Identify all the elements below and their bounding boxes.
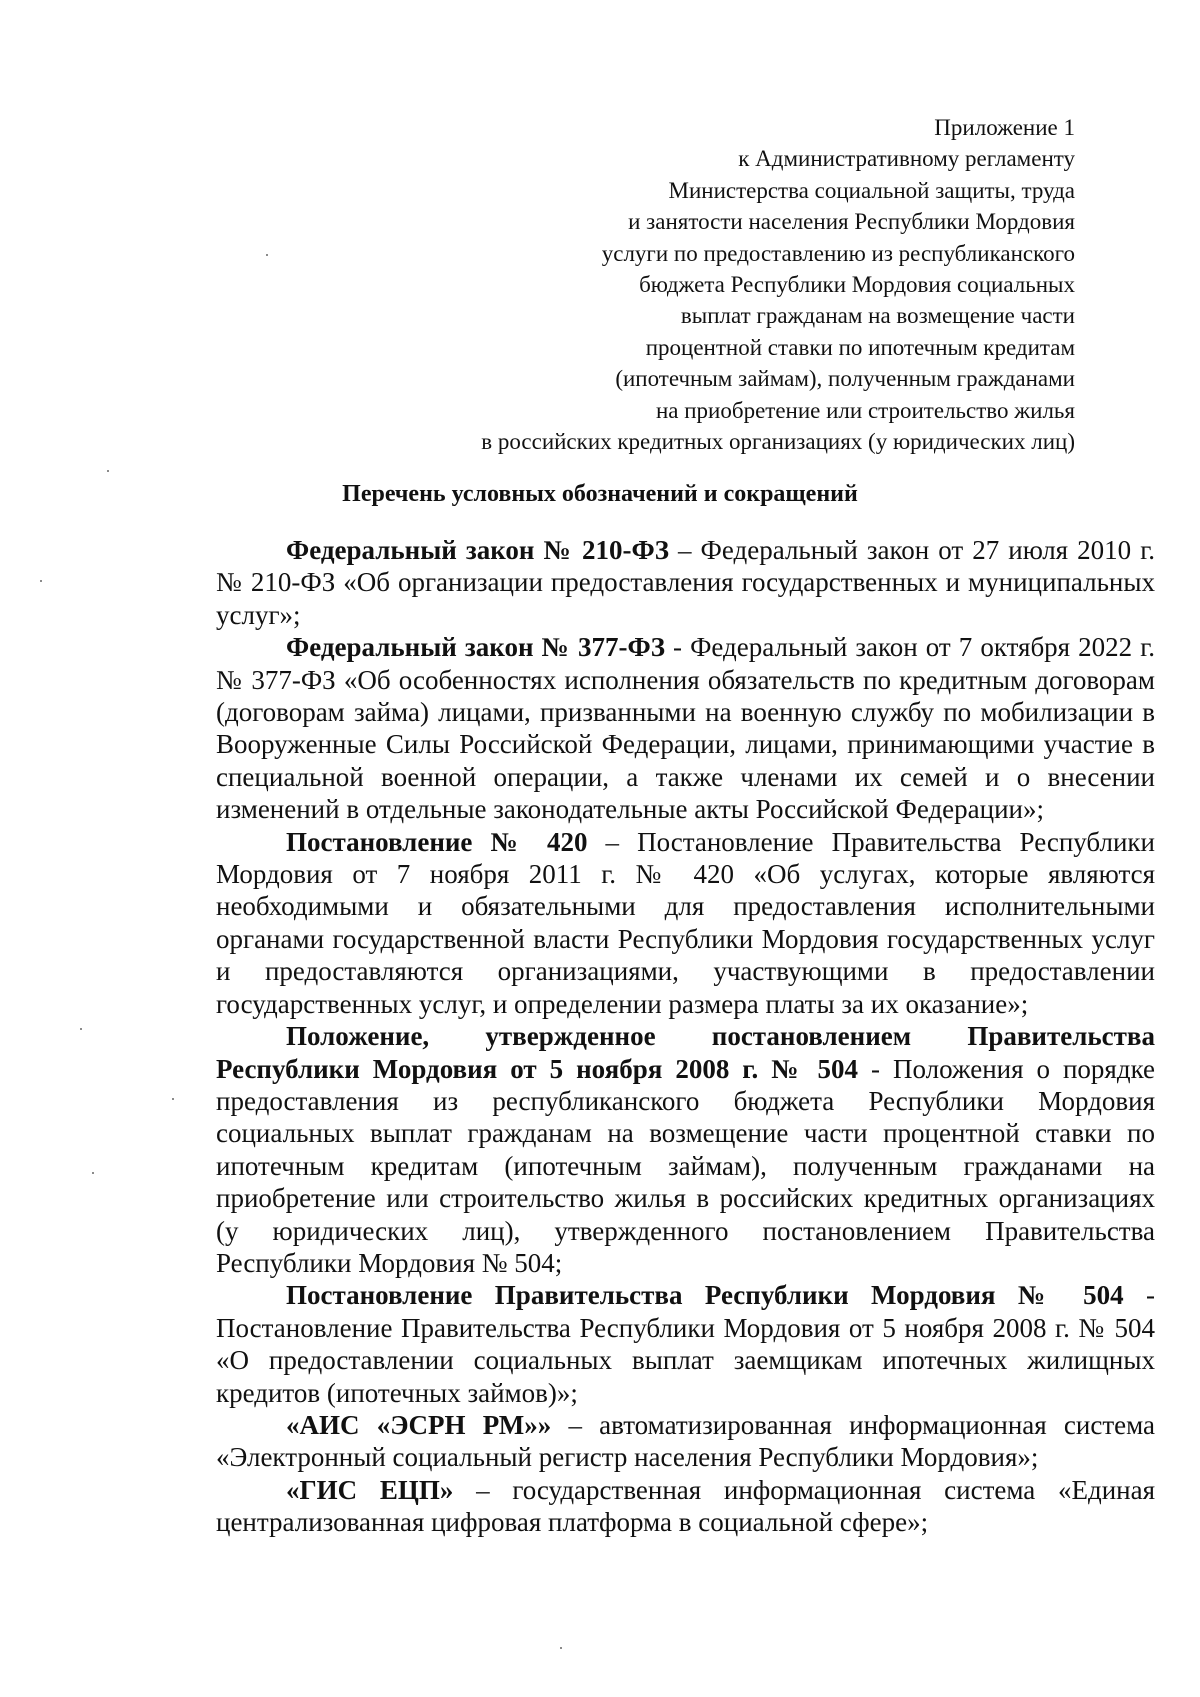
annex-line: и занятости населения Республики Мордовия	[628, 209, 1075, 235]
entry-definition: – автоматизированная информационная система «Электронный социальный регистр населения Республики Мордовия»;	[216, 1409, 1155, 1473]
scan-speck	[172, 1098, 174, 1100]
entry-term: Постановление № 420	[286, 826, 588, 857]
scan-speck	[92, 1172, 94, 1174]
abbreviation-entry	[216, 1474, 1155, 1539]
entry-definition: – государственная информационная система «Единая централизованная цифровая платформа в социальной сфере»;	[216, 1474, 1155, 1538]
scan-speck	[560, 1647, 562, 1649]
abbreviation-entry	[216, 631, 1155, 825]
scan-speck	[107, 470, 109, 472]
abbreviations-list	[216, 534, 1155, 1539]
annex-line: выплат гражданам на возмещение части	[680, 303, 1075, 329]
annex-line: процентной ставки по ипотечным кредитам	[645, 334, 1075, 360]
scan-speck	[40, 580, 42, 582]
annex-line: бюджета Республики Мордовия социальных	[639, 272, 1075, 298]
annex-line: Приложение 1	[934, 115, 1075, 140]
annex-line: Министерства социальной защиты, труда	[668, 177, 1075, 203]
annex-line: в российских кредитных организациях (у юридических лиц)	[481, 429, 1075, 455]
entry-term: Положение, утвержденное постановлением Правительства Республики Мордовия от 5 ноября 2008 г. № 504	[216, 1021, 1155, 1084]
entry-term: «ГИС ЕЦП»	[286, 1474, 454, 1505]
annex-line: к Административному регламенту	[738, 146, 1075, 172]
abbreviation-entry	[216, 826, 1155, 1020]
abbreviation-entry	[216, 534, 1155, 631]
entry-term: «АИС «ЭСРН РМ»»	[286, 1409, 552, 1440]
entry-term: Федеральный закон № 377-ФЗ	[286, 632, 665, 663]
document-title: Перечень условных обозначений и сокращений	[342, 481, 858, 507]
annex-line: (ипотечным займам), полученным гражданами	[615, 366, 1075, 392]
abbreviation-entry	[216, 1020, 1155, 1279]
annex-header	[355, 112, 1075, 457]
entry-term: Постановление Правительства Республики Мордовия № 504	[286, 1280, 1124, 1311]
scan-speck	[266, 254, 268, 256]
entry-definition: - Постановление Правительства Республики Мордовия от 5 ноября 2008 г. № 504 «О предоставлении социальных выплат заемщикам ипотечных жилищных кредитов (ипотечных займов)»;	[216, 1280, 1155, 1408]
entry-definition: – Постановление Правительства Республики Мордовия от 7 ноября 2011 г. № 420 «Об услугах, которые являются необходимыми и обязательными для предоставления исполнительными органами государственной власти Республики Мордовия государственных услуг и предоставляются организациями, участвующими в предоставлении государственных услуг, и определении размера платы за их оказание»;	[216, 826, 1155, 1019]
entry-definition: - Положения о порядке предоставления из республиканского бюджета Республики Мордовия социальных выплат гражданам на возмещение части процентной ставки по ипотечным кредитам (ипотечным займам), полученным гражданами на приобретение или строительство жилья в российских кредитных организациях (у юридических лиц), утвержденного постановлением Правительства Республики Мордовия № 504;	[216, 1053, 1155, 1278]
entry-term: Федеральный закон № 210-ФЗ	[286, 535, 669, 565]
entry-definition: - Федеральный закон от 7 октября 2022 г. № 377-ФЗ «Об особенностях исполнения обязательств по кредитным договорам (договорам займа) лицами, призванными на военную службу по мобилизации в Вооруженные Силы Российской Федерации, лицами, принимающими участие в специальной военной операции, а также членами их семей и о внесении изменений в отдельные законодательные акты Российской Федерации»;	[216, 632, 1155, 825]
abbreviation-entry	[216, 1279, 1155, 1409]
scan-speck	[80, 1028, 82, 1030]
annex-line: на приобретение или строительство жилья	[655, 397, 1075, 423]
abbreviation-entry	[216, 1409, 1155, 1474]
annex-line: услуги по предоставлению из республиканского	[601, 240, 1075, 266]
entry-definition: – Федеральный закон от 27 июля 2010 г. № 210-ФЗ «Об организации предоставления государственных и муниципальных услуг»;	[216, 535, 1155, 630]
